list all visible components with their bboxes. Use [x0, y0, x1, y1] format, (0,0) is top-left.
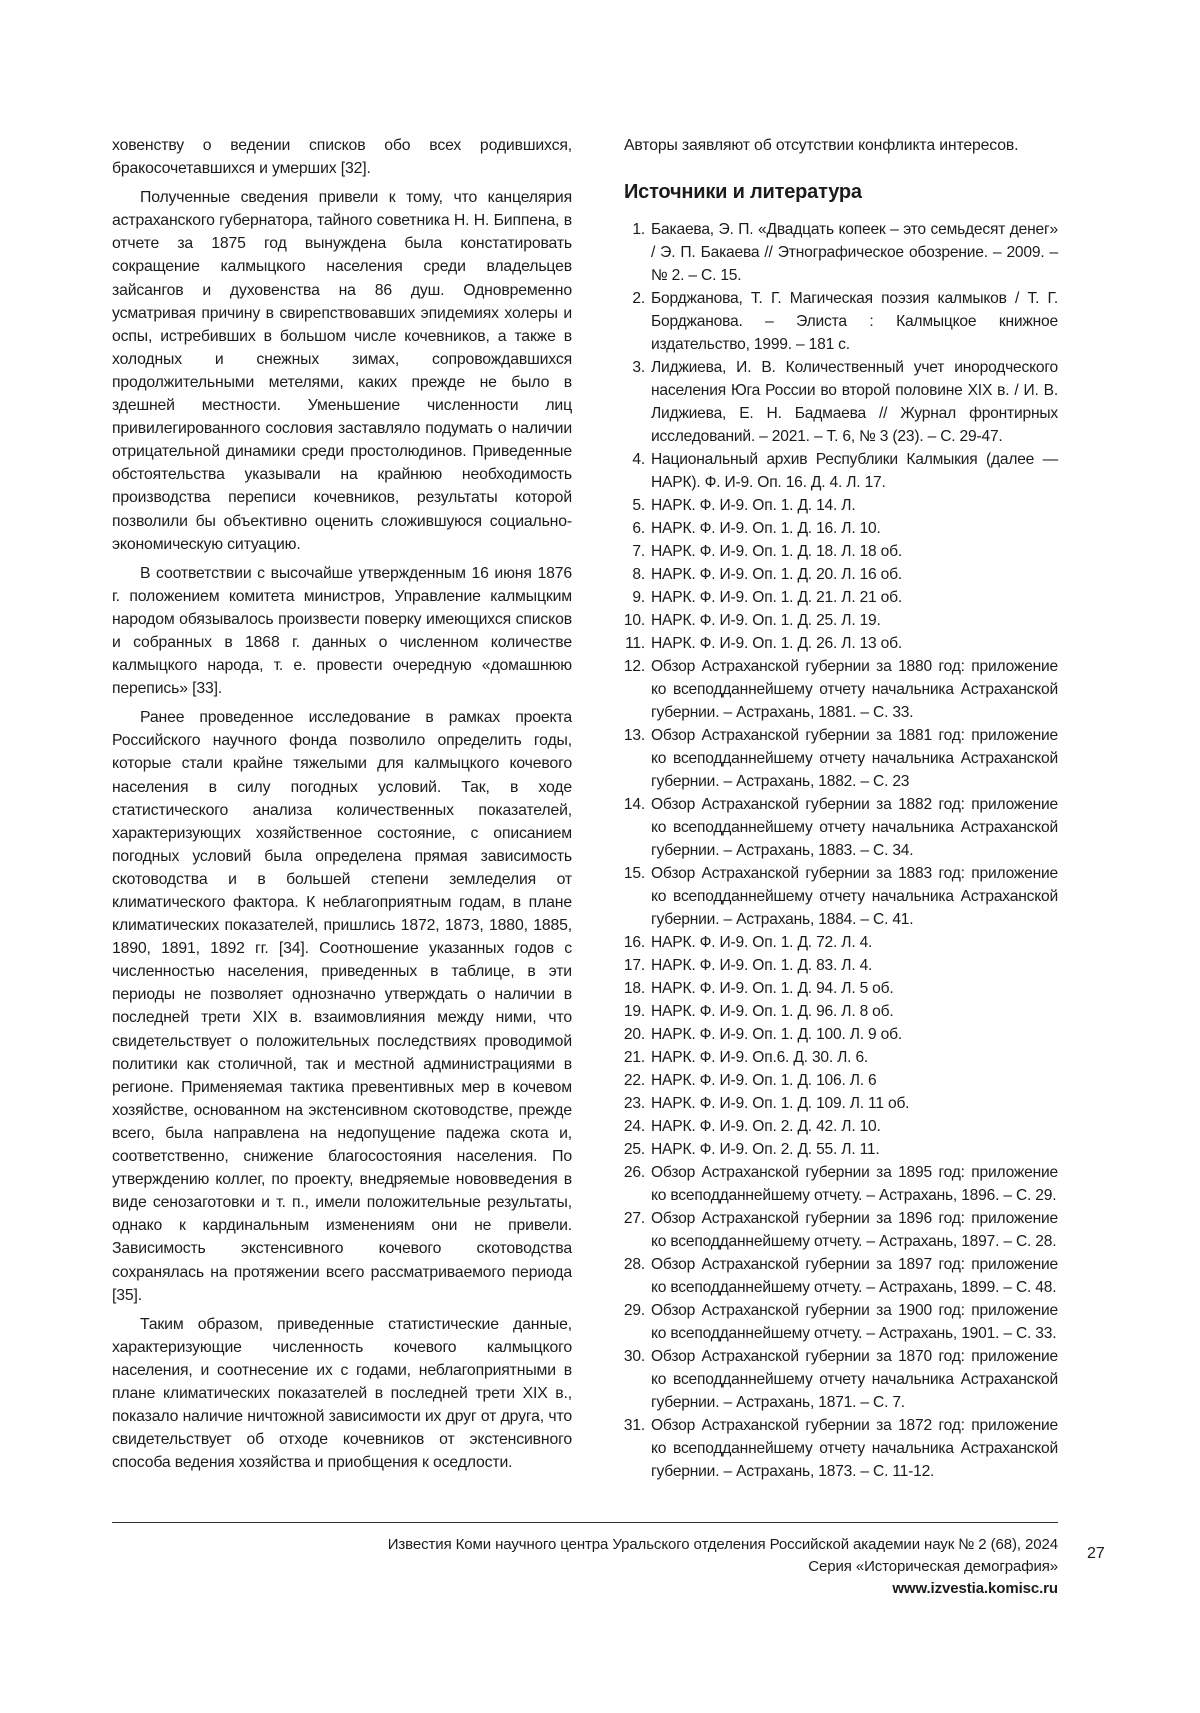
journal-website: www.izvestia.komisc.ru [892, 1580, 1058, 1597]
right-column [624, 134, 1058, 1483]
reference-number: 13. [623, 727, 645, 745]
reference-number: 22. [623, 1072, 645, 1090]
reference-text: Обзор Астраханской губернии за 1897 год: приложение ко всеподданнейшему отчету. – Астрахань, 1899. – С. 48. [651, 1256, 1058, 1297]
reference-text: Обзор Астраханской губернии за 1870 год: приложение ко всеподданнейшему отчету начальника Астраханской губернии. – Астрахань, 1871. – С. 7. [651, 1348, 1058, 1412]
reference-number: 3. [632, 359, 645, 377]
reference-number: 14. [623, 796, 645, 814]
reference-item [624, 586, 1058, 609]
reference-number: 12. [623, 658, 645, 676]
reference-number: 21. [623, 1049, 645, 1067]
reference-text: Обзор Астраханской губернии за 1895 год: приложение ко всеподданнейшему отчету. – Астрахань, 1896. – С. 29. [651, 1164, 1058, 1205]
reference-number: 15. [623, 865, 645, 883]
reference-number: 11. [625, 635, 645, 653]
reference-number: 30. [623, 1348, 645, 1366]
references-heading: Источники и литература [624, 181, 862, 204]
reference-number: 18. [623, 980, 645, 998]
reference-number: 28. [623, 1256, 645, 1274]
reference-item [624, 448, 1058, 494]
reference-number: 16. [623, 934, 645, 952]
reference-text: НАРК. Ф. И-9. Оп. 2. Д. 42. Л. 10. [651, 1118, 881, 1136]
reference-item [624, 1046, 1058, 1069]
reference-text: НАРК. Ф. И-9. Оп.6. Д. 30. Л. 6. [651, 1049, 869, 1067]
reference-item [624, 287, 1058, 356]
reference-item [624, 793, 1058, 862]
reference-number: 20. [623, 1026, 645, 1044]
reference-item [624, 1253, 1058, 1299]
reference-item [624, 1161, 1058, 1207]
reference-item [624, 540, 1058, 563]
body-paragraph: В соответствии с высочайше утвержденным 16 июня 1876 г. положением комитета министров, Управление калмыцким народом обязывалось произвести поверку имеющихся списков и собранных в 1868 г. данных о численном количестве калмыцкого народа, т. е. провести очередную «домашнюю перепись» [33]. [112, 564, 572, 698]
reference-item [624, 632, 1058, 655]
reference-number: 19. [623, 1003, 645, 1021]
reference-text: НАРК. Ф. И-9. Оп. 1. Д. 25. Л. 19. [651, 612, 881, 630]
reference-text: НАРК. Ф. И-9. Оп. 1. Д. 94. Л. 5 об. [651, 980, 894, 998]
reference-text: Обзор Астраханской губернии за 1872 год: приложение ко всеподданнейшему отчету начальника Астраханской губернии. – Астрахань, 1873. – С. 11-12. [651, 1417, 1058, 1481]
reference-number: 25. [623, 1141, 645, 1159]
reference-item [624, 954, 1058, 977]
reference-item [624, 1345, 1058, 1414]
conflict-of-interest-statement: Авторы заявляют об отсутствии конфликта интересов. [624, 137, 1019, 154]
reference-number: 4. [632, 451, 645, 469]
reference-text: НАРК. Ф. И-9. Оп. 1. Д. 96. Л. 8 об. [651, 1003, 894, 1021]
reference-number: 1. [632, 221, 645, 239]
body-paragraph: Полученные сведения привели к тому, что канцелярия астраханского губернатора, тайного советника Н. Н. Биппена, в отчете за 1875 год вынуждена была констатировать сокращение калмыцкого населения среди владельцев зайсангов и духовенства на 86 душ. Одновременно усматривая причину в свирепствовавших эпидемиях холеры и оспы, истребивших в большом числе кочевников, а также в холодных и снежных зимах, сопровождавшихся продолжительными метелями, каких прежде не было в здешней местности. Уменьшение численности лиц привилегированного сословия заставляло подумать о наличии отрицательной динамики среди простолюдинов. Приведенные обстоятельства указывали на крайнюю необходимость производства переписи кочевников, результаты которой позволили бы объективно оценить сложившуюся социально-экономическую ситуацию. [112, 189, 572, 553]
reference-item [624, 1207, 1058, 1253]
reference-number: 26. [623, 1164, 645, 1182]
reference-number: 23. [623, 1095, 645, 1113]
reference-number: 31. [623, 1417, 645, 1435]
page-number: 27 [1087, 1545, 1105, 1562]
reference-item [624, 1092, 1058, 1115]
footer-divider [112, 1522, 1058, 1523]
reference-number: 17. [623, 957, 645, 975]
reference-item [624, 494, 1058, 517]
reference-text: НАРК. Ф. И-9. Оп. 2. Д. 55. Л. 11. [651, 1141, 880, 1159]
page-footer [388, 1534, 1058, 1600]
reference-item [624, 218, 1058, 287]
references-list [624, 218, 1058, 1483]
reference-item [624, 563, 1058, 586]
reference-item [624, 356, 1058, 448]
reference-item [624, 655, 1058, 724]
reference-text: НАРК. Ф. И-9. Оп. 1. Д. 18. Л. 18 об. [651, 543, 902, 561]
reference-item [624, 517, 1058, 540]
reference-text: НАРК. Ф. И-9. Оп. 1. Д. 14. Л. [651, 497, 856, 515]
reference-item [624, 609, 1058, 632]
reference-text: Обзор Астраханской губернии за 1881 год: приложение ко всеподданнейшему отчету начальника Астраханской губернии. – Астрахань, 1882. – С. 23 [651, 727, 1058, 791]
reference-number: 29. [623, 1302, 645, 1320]
reference-number: 24. [623, 1118, 645, 1136]
reference-number: 8. [632, 566, 645, 584]
reference-number: 27. [623, 1210, 645, 1228]
reference-text: Обзор Астраханской губернии за 1900 год: приложение ко всеподданнейшему отчету. – Астрахань, 1901. – С. 33. [651, 1302, 1058, 1343]
left-column [112, 134, 572, 1474]
reference-text: НАРК. Ф. И-9. Оп. 1. Д. 20. Л. 16 об. [651, 566, 902, 584]
reference-item [624, 1023, 1058, 1046]
reference-text: НАРК. Ф. И-9. Оп. 1. Д. 16. Л. 10. [651, 520, 881, 538]
reference-item [624, 1414, 1058, 1483]
reference-number: 5. [632, 497, 645, 515]
reference-text: НАРК. Ф. И-9. Оп. 1. Д. 72. Л. 4. [651, 934, 873, 952]
reference-item [624, 931, 1058, 954]
reference-number: 6. [632, 520, 645, 538]
body-paragraph: Таким образом, приведенные статистические данные, характеризующие численность кочевого калмыцкого населения, и соотнесение их с годами, неблагоприятными в плане климатических показателей в последней трети XIX в., показало наличие ничтожной зависимости их друг от друга, что свидетельствует об отходе кочевников от экстенсивного способа ведения хозяйства и приобщения к оседлости. [112, 1315, 572, 1472]
reference-text: Борджанова, Т. Г. Магическая поэзия калмыков / Т. Г. Борджанова. – Элиста : Калмыцкое книжное издательство, 1999. – 181 с. [651, 290, 1058, 354]
reference-text: Лиджиева, И. В. Количественный учет инородческого населения Юга России во второй половине XIX в. / И. В. Лиджиева, Е. Н. Бадмаева // Журнал фронтирных исследований. – 2021. – Т. 6, № 3 (23). – С. 29-47. [651, 359, 1058, 446]
reference-item [624, 1115, 1058, 1138]
reference-text: Обзор Астраханской губернии за 1880 год: приложение ко всеподданнейшему отчету начальника Астраханской губернии. – Астрахань, 1881. – С. 33. [651, 658, 1058, 722]
journal-title: Известия Коми научного центра Уральского отделения Российской академии наук № 2 (68), 2024 [387, 1536, 1058, 1553]
reference-text: Обзор Астраханской губернии за 1882 год: приложение ко всеподданнейшему отчету начальника Астраханской губернии. – Астрахань, 1883. – С. 34. [651, 796, 1058, 860]
reference-text: НАРК. Ф. И-9. Оп. 1. Д. 100. Л. 9 об. [651, 1026, 902, 1044]
reference-text: НАРК. Ф. И-9. Оп. 1. Д. 106. Л. 6 [651, 1072, 877, 1090]
body-paragraph: ховенству о ведении списков обо всех родившихся, бракосочетавшихся и умерших [32]. [112, 137, 572, 178]
reference-number: 2. [632, 290, 645, 308]
reference-text: Обзор Астраханской губернии за 1896 год: приложение ко всеподданнейшему отчету. – Астрахань, 1897. – С. 28. [651, 1210, 1058, 1251]
reference-text: НАРК. Ф. И-9. Оп. 1. Д. 83. Л. 4. [651, 957, 873, 975]
reference-number: 10. [623, 612, 645, 630]
reference-number: 7. [632, 543, 645, 561]
reference-text: Национальный архив Республики Калмыкия (далее — НАРК). Ф. И-9. Оп. 16. Д. 4. Л. 17. [651, 451, 1058, 492]
reference-item [624, 1299, 1058, 1345]
reference-text: НАРК. Ф. И-9. Оп. 1. Д. 109. Л. 11 об. [651, 1095, 910, 1113]
reference-text: НАРК. Ф. И-9. Оп. 1. Д. 26. Л. 13 об. [651, 635, 902, 653]
body-paragraph: Ранее проведенное исследование в рамках проекта Российского научного фонда позволило определить годы, которые стали крайне тяжелыми для калмыцкого кочевого населения в силу погодных условий. Так, в ходе статистического анализа количественных показателей, характеризующих хозяйственное состояние, с описанием погодных условий была определена прямая зависимость скотоводства и в большей степени земледелия от климатического фактора. К неблагоприятным годам, в плане климатических показателей, пришлись 1872, 1873, 1880, 1885, 1890, 1891, 1892 гг. [34]. Соотношение указанных годов с численностью населения, приведенных в таблице, в эти периоды не позволяет однозначно утверждать о наличии в последней трети XIX в. взаимовлияния между ними, что свидетельствует о положительных последствиях проводимой политики как столичной, так и местной администрациями в регионе. Применяемая тактика превентивных мер в кочевом хозяйстве, основанном на экстенсивном скотоводстве, прежде всего, была направлена на недопущение падежа скота и, соответственно, снижение благосостояния населения. По утверждению коллег, по проекту, внедряемые нововведения в виде сенозаготовки и т. п., имели положительные результаты, однако к кардинальным изменениям они не привели. Зависимость экстенсивного кочевого скотоводства сохранялась на протяжении всего рассматриваемого периода [35]. [112, 709, 572, 1304]
reference-text: Бакаева, Э. П. «Двадцать копеек – это семьдесят денег» / Э. П. Бакаева // Этнографическое обозрение. – 2009. – № 2. – С. 15. [651, 221, 1058, 285]
reference-item [624, 862, 1058, 931]
reference-number: 9. [632, 589, 645, 607]
reference-item [624, 724, 1058, 793]
reference-item [624, 977, 1058, 1000]
reference-text: Обзор Астраханской губернии за 1883 год: приложение ко всеподданнейшему отчету начальника Астраханской губернии. – Астрахань, 1884. – С. 41. [651, 865, 1058, 929]
series-title: Серия «Историческая демография» [808, 1558, 1058, 1575]
reference-item [624, 1000, 1058, 1023]
reference-text: НАРК. Ф. И-9. Оп. 1. Д. 21. Л. 21 об. [651, 589, 902, 607]
reference-item [624, 1138, 1058, 1161]
reference-item [624, 1069, 1058, 1092]
